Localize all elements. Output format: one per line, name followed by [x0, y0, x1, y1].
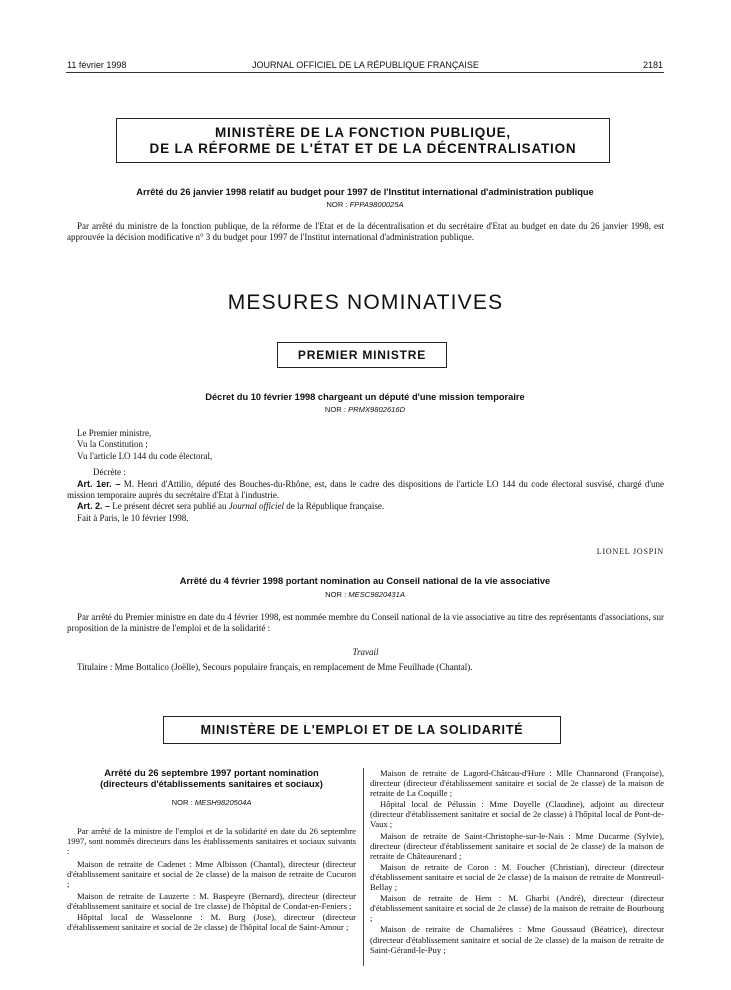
list-item: Maison de retraite de Coron : M. Foucher (Christian), directeur (directeur d'établissement sanitaire et social de 2e classe) de la maison de retraite de Montreuil-Bellay ; — [370, 861, 664, 893]
arrete-budget-title: Arrêté du 26 janvier 1998 relatif au budget pour 1997 de l'Institut international d'administration publique — [136, 187, 594, 197]
header-date: 11 février 1998 — [67, 60, 127, 70]
nor-line-conseil — [60, 590, 670, 599]
nor-line-decret — [60, 405, 670, 414]
visa-line: Le Premier ministre, — [77, 428, 152, 438]
mesures-nominatives-title: MESURES NOMINATIVES — [227, 291, 504, 314]
ministry-emploi-box — [163, 716, 561, 744]
paragraph: Par arrêté du ministre de la fonction publique, de la réforme de l'Etat et de la décentralisation et du secrétaire d'Etat au budget en date du 26 janvier 1998, est approuvée la décision modificative n° 3 du budget pour 1997 de l'Institut international d'administration publique. — [67, 221, 664, 243]
nor-code: FPPA9800025A — [349, 200, 404, 209]
nor-label: NOR : — [326, 200, 348, 209]
header-journal-title: JOURNAL OFFICIEL DE LA RÉPUBLIQUE FRANÇAISE — [252, 60, 479, 70]
paragraph: Par arrêté du Premier ministre en date du 4 février 1998, est nommée membre du Conseil national de la vie associative au titre des représentants d'associations, sur proposition de la ministre de l'emploi et de la solidarité : — [67, 612, 664, 634]
article-1 — [67, 479, 664, 502]
header-rule — [66, 72, 664, 73]
visa-line: Vu l'article LO 144 du code électoral, — [77, 450, 213, 461]
ministry-emploi-title: MINISTÈRE DE L'EMPLOI ET DE LA SOLIDARITÉ — [200, 723, 524, 737]
left-column-text — [67, 826, 356, 932]
ministry-fonction-publique-box — [116, 118, 610, 163]
right-column-text — [370, 768, 664, 955]
nor-label: NOR : — [324, 405, 346, 414]
visa-line: Vu la Constitution ; — [77, 439, 148, 450]
article-2-text-b: de la République française. — [286, 501, 385, 512]
nor-label: NOR : — [171, 798, 193, 807]
subhead-travail: Travail — [352, 647, 379, 657]
list-item: Maison de retraite de Lagord-Châtcau-d'Hure : Mlle Channarond (Françoise), directeur (directeur d'établissement sanitaire et social de 2e classe) de la maison de retraite de La Coquille ; — [370, 768, 664, 799]
ministry-title-line2: DE LA RÉFORME DE L'ÉTAT ET DE LA DÉCENTRALISATION — [149, 141, 577, 156]
column-divider — [363, 768, 364, 966]
nor-code: MESH9820504A — [194, 798, 252, 807]
arrete-conseil-title: Arrêté du 4 février 1998 portant nomination au Conseil national de la vie associative — [179, 576, 551, 586]
list-item: Par arrêté de la ministre de l'emploi et de la solidarité en date du 26 septembre 1997, sont nommés directeurs dans les établissements sanitaires et sociaux suivants : — [67, 826, 356, 857]
arrete-conseil-text — [67, 612, 664, 635]
nor-code: PRMX9802616D — [348, 405, 406, 414]
list-item: Maison de retraite de Cadenet : Mme Albisson (Chantal), directeur (directeur d'établissement sanitaire et social de 2e classe) de la maison de retraite de Cucuron ; — [67, 859, 356, 890]
article-2 — [67, 501, 664, 512]
paragraph: Titulaire : Mme Bottalico (Joëlle), Secours populaire français, en remplacement de Mme Feuilhade (Chantal). — [77, 662, 473, 672]
nor-line-nomination — [67, 798, 356, 807]
article-1-text: M. Henri d'Attilio, député des Bouches-du-Rhône, est, dans le cadre des dispositions de l'article LO 144 du code électoral susvisé, chargé d'une mission temporaire auprès du secrétaire d'Etat à l'industrie. — [67, 478, 664, 501]
article-1-label: Art. 1er. – — [77, 478, 121, 489]
list-item: Hôpital local de Pélussin : Mme Doyelle (Claudine), adjoint au directeur (directeur d'établissement sanitaire et social de 2e classe) à l'hôpital local de Pont-de-Vaux ; — [370, 799, 664, 830]
article-2-label: Art. 2. – — [77, 501, 111, 512]
signature: LIONEL JOSPIN — [596, 547, 664, 556]
article-2-journal: Journal officiel — [228, 501, 284, 512]
nor-line-budget — [60, 200, 670, 209]
decret-title: Décret du 10 février 1998 chargeant un député d'une mission temporaire — [205, 392, 525, 402]
decrete-line: Décrète : — [93, 467, 126, 478]
list-item: Maison de retraite de Lauzerte : M. Baspeyre (Bernard), directeur (directeur d'établissement sanitaire et social de 1re classe) de l'hôpital de Condat-en-Feniers ; — [67, 890, 356, 911]
nor-code: MESC9820431A — [348, 590, 405, 599]
nor-label: NOR : — [325, 590, 347, 599]
list-item: Hôpital local de Wasselonne : M. Burg (Jose), directeur (directeur d'établissement sanitaire et social de 2e classe) de l'hôpital local de Saint-Amour ; — [67, 911, 356, 932]
premier-ministre-box — [277, 342, 447, 368]
arrete-nomination-title-line2: (directeurs d'établissements sanitaires et sociaux) — [100, 779, 323, 789]
list-item: Maison de retraite de Saint-Christophe-sur-le-Nais : Mme Ducarme (Sylvie), directeur (directeur d'établissement sanitaire et social de 2e classe) de la maison de retraite de Châteaurenard ; — [370, 830, 664, 861]
list-item: Maison de retraite de Chamalières : Mme Goussaud (Béatrice), directeur (directeur d'établissement sanitaire et social de 2e classe) de la maison de retraite de Saint-Gérand-le-Puy ; — [370, 924, 664, 955]
fait-line: Fait à Paris, le 10 février 1998. — [77, 512, 189, 523]
article-2-text-a: Le présent décret sera publié au — [112, 501, 227, 512]
arrete-nomination-title-line1: Arrêté du 26 septembre 1997 portant nomination — [104, 768, 319, 778]
titulaire-text — [67, 662, 664, 673]
list-item: Maison de retraite de Hem : M. Gharbi (André), directeur (directeur d'établissement sanitaire et social de 2e classe) de la maison de retraite de Bourbourg ; — [370, 893, 664, 924]
header-page-number: 2181 — [642, 60, 663, 70]
ministry-title-line1: MINISTÈRE DE LA FONCTION PUBLIQUE, — [215, 125, 511, 140]
arrete-budget-text — [67, 221, 664, 244]
decret-body — [67, 428, 664, 524]
premier-ministre-title: PREMIER MINISTRE — [297, 348, 427, 362]
